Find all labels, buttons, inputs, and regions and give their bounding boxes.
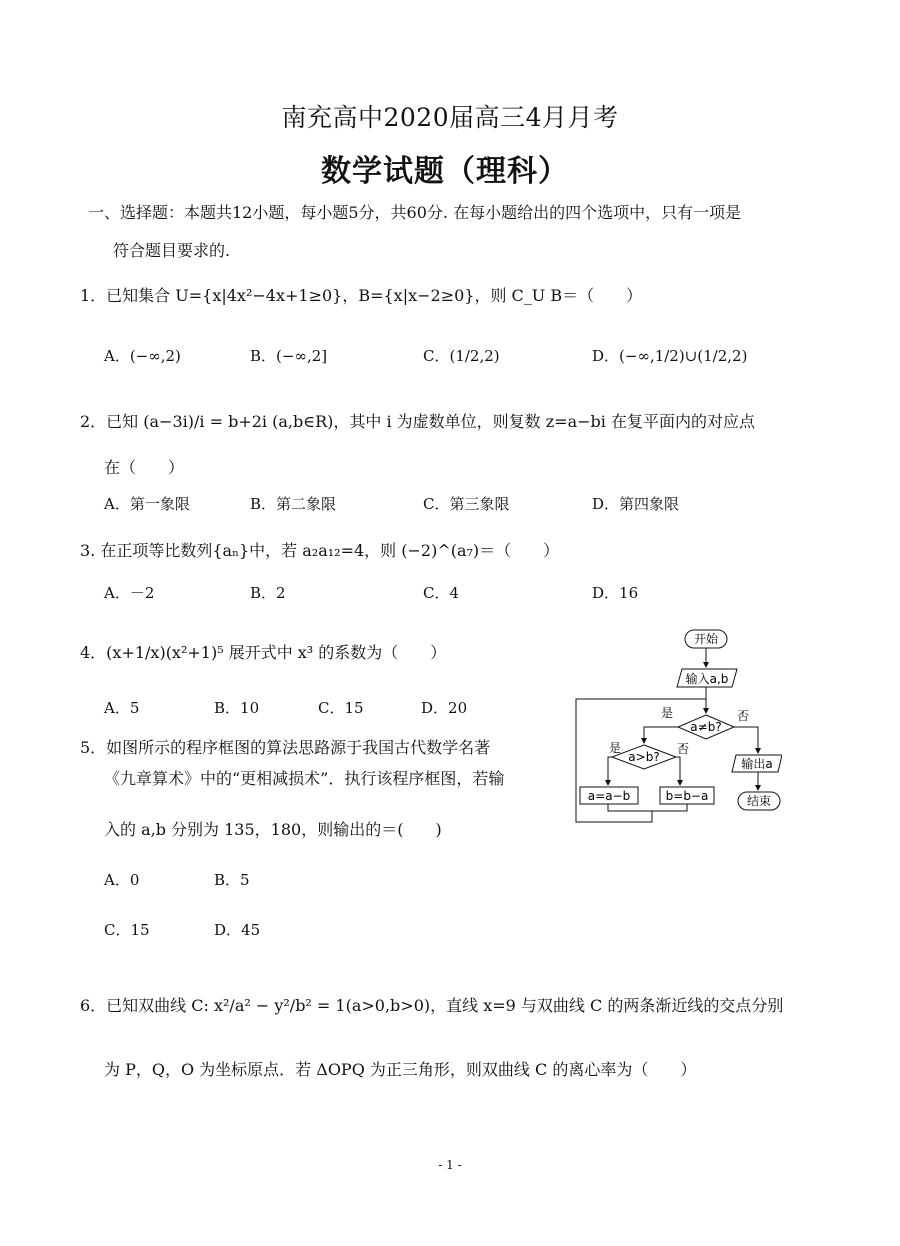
flowchart-diagram [572,625,782,825]
q1-option-c: C．(1/2,2) [423,347,500,365]
q2-option-b: B．第二象限 [250,495,337,513]
flow-decision-gt-label: a>b? [628,750,660,764]
flow-output-label: 输出a [741,757,773,771]
question-5: 5．如图所示的程序框图的算法思路源于我国古代数学名著 [80,738,491,757]
question-4: 4．(x+1/x)(x²+1)⁵ 展开式中 x³ 的系数为（ ） [80,643,447,662]
page-number: - 1 - [438,1158,462,1172]
flow-start-label: 开始 [693,632,719,646]
q5-option-a: A．0 [104,871,140,889]
section-instructions: 一、选择题：本题共12小题，每小题5分，共60分. 在每小题给出的四个选项中，只有一项是 [88,203,742,222]
question-2-cont: 在（ ） [104,458,185,477]
q3-option-b: B．2 [250,584,286,602]
flow-yes2-label: 是 [608,741,622,755]
q5-option-c: C．15 [104,921,150,939]
q2-option-a: A．第一象限 [104,495,190,513]
flow-decision-neq-label: a≠b? [690,720,722,734]
q4-option-c: C．15 [318,699,364,717]
question-2: 2．已知 (a−3i)/i = b+2i (a,b∈R)，其中 i 为虚数单位，则复数 z=a−bi 在复平面内的对应点 [80,412,755,431]
q3-option-c: C．4 [423,584,460,602]
q2-option-d: D．第四象限 [592,495,680,513]
exam-subtitle: 数学试题（理科） [321,154,569,189]
flow-input-label: 输入a,b [685,672,729,686]
flow-assign-b-label: b=b−a [665,789,709,803]
flow-yes-label: 是 [660,706,674,720]
question-6: 6．已知双曲线 C: x²/a² − y²/b² = 1(a>0,b>0)，直线 x=9 与双曲线 C 的两条渐近线的交点分别 [80,996,784,1015]
q4-option-b: B．10 [214,699,260,717]
flow-assign-a-label: a=a−b [587,789,631,803]
q5-option-b: B．5 [214,871,250,889]
flow-no-label: 否 [736,709,750,723]
question-1: 1．已知集合 U={x|4x²−4x+1≥0}，B={x|x−2≥0}，则 C_U B＝（ ） [80,286,643,305]
q3-option-a: A．－2 [104,584,155,602]
question-5-line2: 《九章算术》中的“更相减损术”．执行该程序框图，若输 [104,769,505,788]
q1-option-a: A．(−∞,2) [104,347,181,365]
flow-end-label: 结束 [746,794,772,808]
section-instructions-cont: 符合题目要求的. [113,241,231,260]
q4-option-a: A．5 [104,699,140,717]
q3-option-d: D．16 [592,584,639,602]
flow-no2-label: 否 [676,742,690,756]
question-6-line2: 为 P，Q，O 为坐标原点．若 ΔOPQ 为正三角形，则双曲线 C 的离心率为（ ） [104,1060,697,1079]
q4-option-d: D．20 [421,699,468,717]
q1-option-d: D．(−∞,1/2)∪(1/2,2) [592,347,748,365]
q2-option-c: C．第三象限 [423,495,510,513]
q5-option-d: D．45 [214,921,261,939]
question-3: 3. 在正项等比数列{aₙ}中，若 a₂a₁₂=4，则 (−2)^(a₇)＝（ ） [80,541,560,560]
exam-title: 南充高中2020届高三4月月考 [281,103,619,132]
q1-option-b: B．(−∞,2] [250,347,328,365]
question-5-line3: 入的 a,b 分别为 135，180，则输出的＝( ) [104,820,442,839]
